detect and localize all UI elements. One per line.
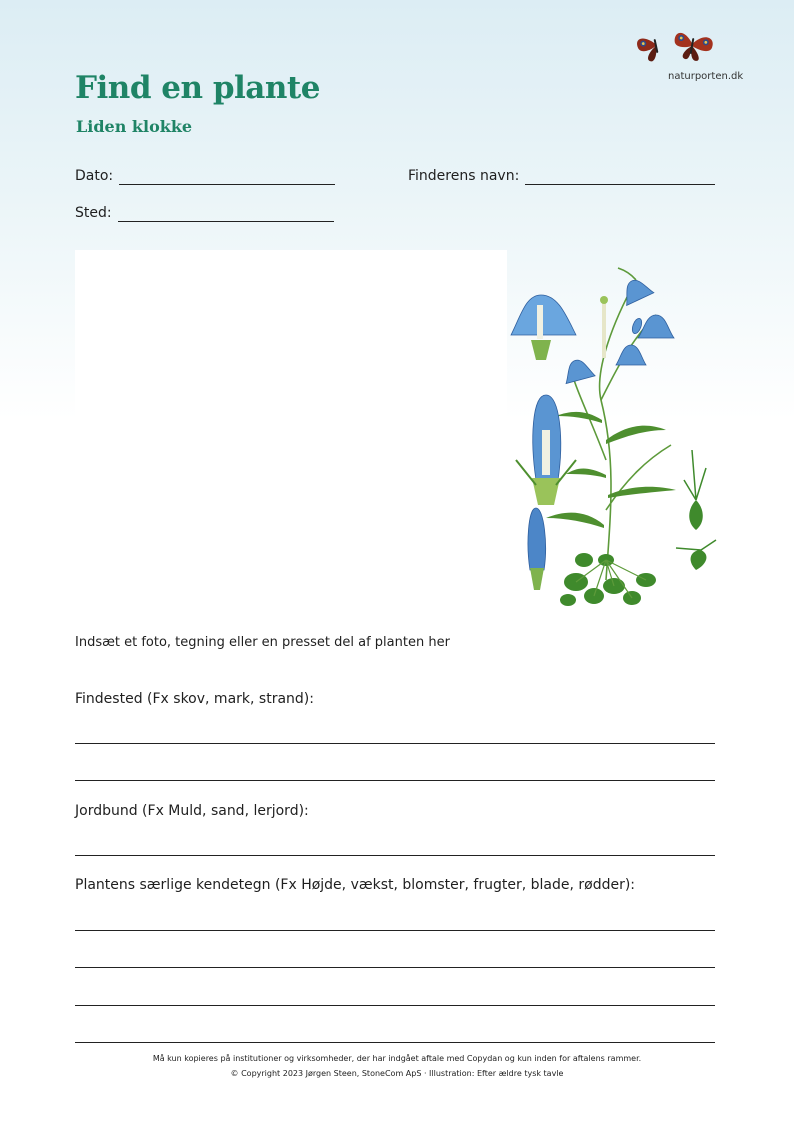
dissected-flower-3 [528,508,546,590]
soil-label: Jordbund (Fx Muld, sand, lerjord): [75,803,309,819]
location-line-1[interactable] [75,743,715,744]
soil-line-1[interactable] [75,855,715,856]
seed-capsules [676,450,716,570]
date-field[interactable] [119,184,335,185]
finder-name-field[interactable] [525,184,715,185]
dissected-flower-2 [516,395,576,505]
butterfly-left [636,36,660,64]
photo-drop-area[interactable] [75,250,507,614]
traits-line-4[interactable] [75,1042,715,1043]
dissected-flower-1 [511,295,608,360]
location-label: Findested (Fx skov, mark, strand): [75,691,314,707]
traits-line-3[interactable] [75,1005,715,1006]
footer-license: Må kun kopieres på institutioner og virksomheder, der har indgået aftale med Copydan og kun inden for aftalens rammer. [152,1054,642,1063]
place-label: Sted: [75,205,112,221]
photo-caption: Indsæt et foto, tegning eller en presset del af planten her [75,635,450,650]
page-title: Find en plante [75,70,320,106]
date-label: Dato: [75,168,114,184]
place-field[interactable] [118,221,334,222]
finder-name-label: Finderens navn: [408,168,520,184]
traits-line-1[interactable] [75,930,715,931]
bellflower-illustration [506,260,721,615]
traits-label: Plantens særlige kendetegn (Fx Højde, vækst, blomster, frugter, blade, rødder): [75,877,636,893]
footer-copyright: © Copyright 2023 Jørgen Steen, StoneCom ApS · Illustration: Efter ældre tysk tavle [230,1069,564,1078]
butterfly-right [672,32,714,63]
butterfly-icon [634,26,718,66]
location-line-2[interactable] [75,780,715,781]
page-subtitle: Liden klokke [76,117,193,136]
brand-link[interactable]: naturporten.dk [668,71,744,82]
traits-line-2[interactable] [75,967,715,968]
